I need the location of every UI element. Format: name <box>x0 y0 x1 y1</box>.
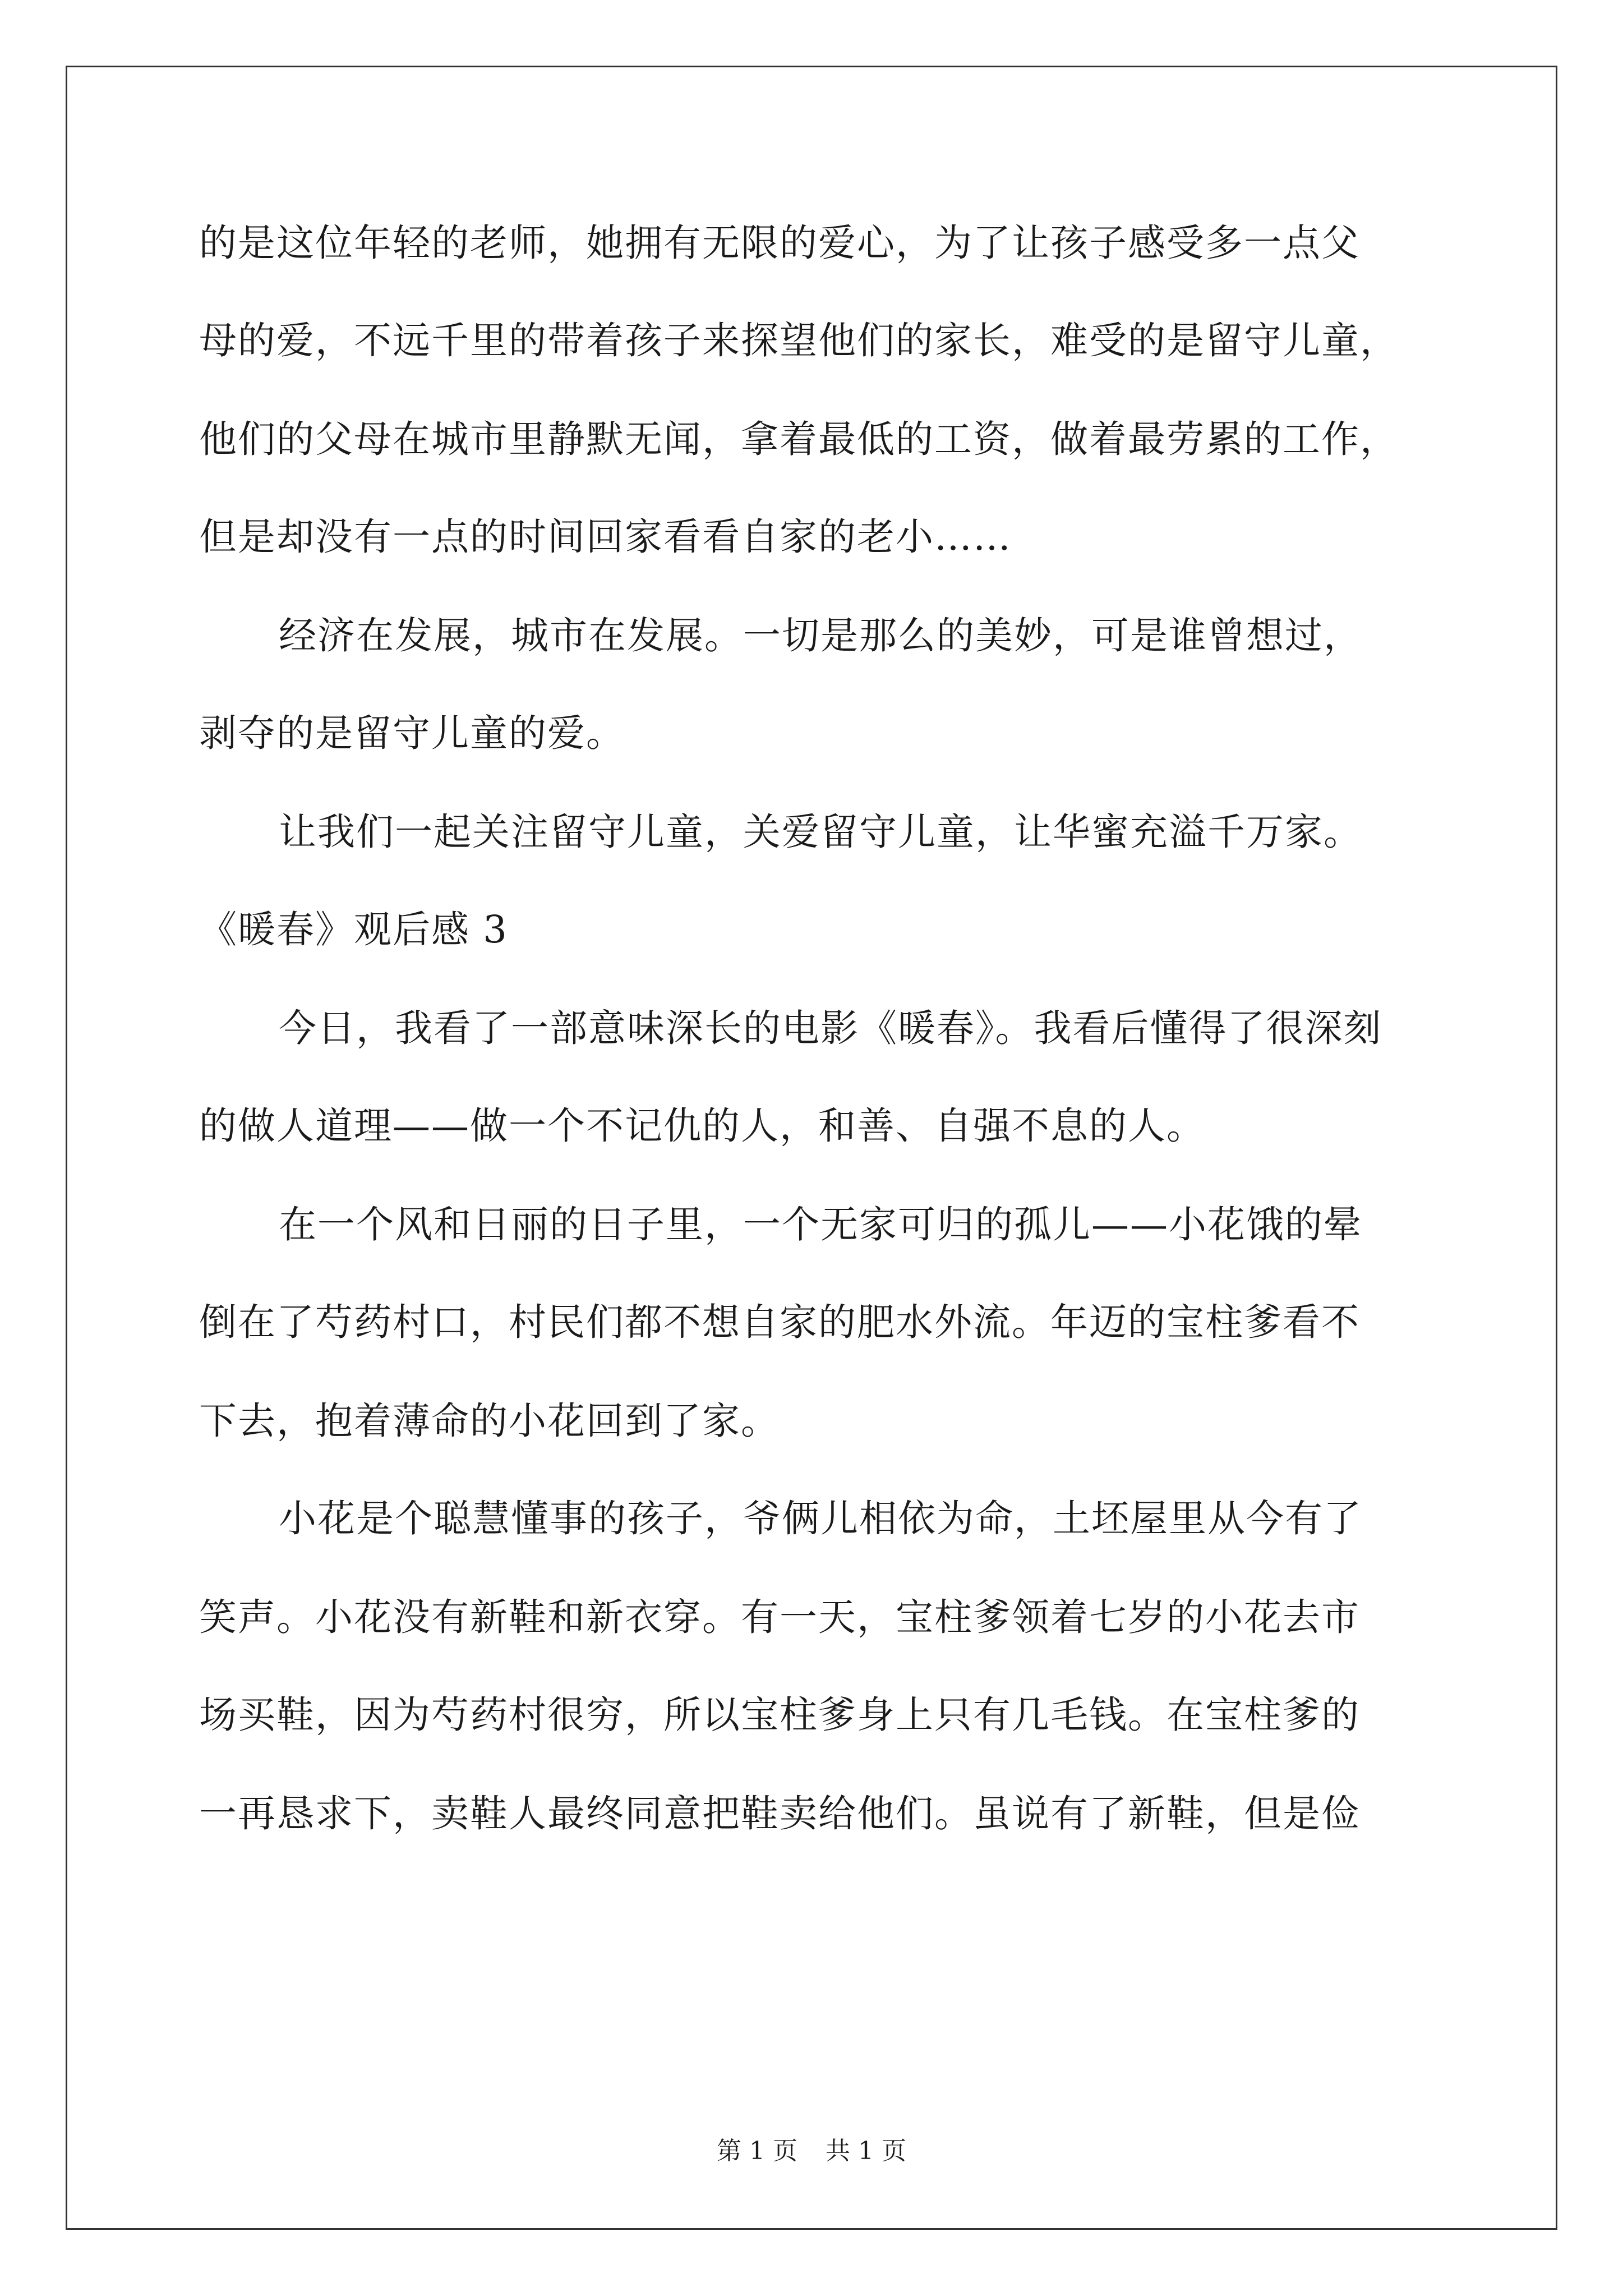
text-line: 今日，我看了一部意味深长的电影《暖春》。我看后懂得了很深刻 <box>279 1006 1382 1050</box>
section-heading: 《暖春》观后感 3 <box>199 908 508 951</box>
text-line: 场买鞋，因为芍药村很穷，所以宝柱爹身上只有几毛钱。在宝柱爹的 <box>199 1693 1360 1737</box>
text-line: 的是这位年轻的老师，她拥有无限的爱心，为了让孩子感受多一点父 <box>199 221 1360 265</box>
text-line: 笑声。小花没有新鞋和新衣穿。有一天，宝柱爹领着七岁的小花去市 <box>199 1595 1360 1639</box>
text-line: 下去，抱着薄命的小花回到了家。 <box>199 1399 780 1443</box>
text-line: 他们的父母在城市里静默无闻，拿着最低的工资，做着最劳累的工作， <box>199 417 1399 461</box>
page-number: 第 1 页 <box>717 2137 797 2165</box>
text-line: 让我们一起关注留守儿童，关爱留守儿童，让华蜜充溢千万家。 <box>279 810 1362 854</box>
page-total: 共 1 页 <box>826 2137 906 2165</box>
text-line: 倒在了芍药村口，村民们都不想自家的肥水外流。年迈的宝柱爹看不 <box>199 1300 1360 1344</box>
text-line: 小花是个聪慧懂事的孩子，爷俩儿相依为命，土坯屋里从今有了 <box>279 1497 1362 1540</box>
page-footer <box>0 2134 1623 2168</box>
text-line: 母的爱，不远千里的带着孩子来探望他们的家长，难受的是留守儿童， <box>199 319 1399 362</box>
text-line: 但是却没有一点的时间回家看看自家的老小…… <box>199 515 1012 559</box>
text-line: 在一个风和日丽的日子里，一个无家可归的孤儿——小花饿的晕 <box>279 1203 1362 1246</box>
text-line: 剥夺的是留守儿童的爱。 <box>199 711 625 755</box>
text-line: 一再恳求下，卖鞋人最终同意把鞋卖给他们。虽说有了新鞋，但是俭 <box>199 1792 1360 1835</box>
text-line: 经济在发展，城市在发展。一切是那么的美妙，可是谁曾想过， <box>279 614 1362 657</box>
text-line: 的做人道理——做一个不记仇的人，和善、自强不息的人。 <box>199 1104 1205 1148</box>
